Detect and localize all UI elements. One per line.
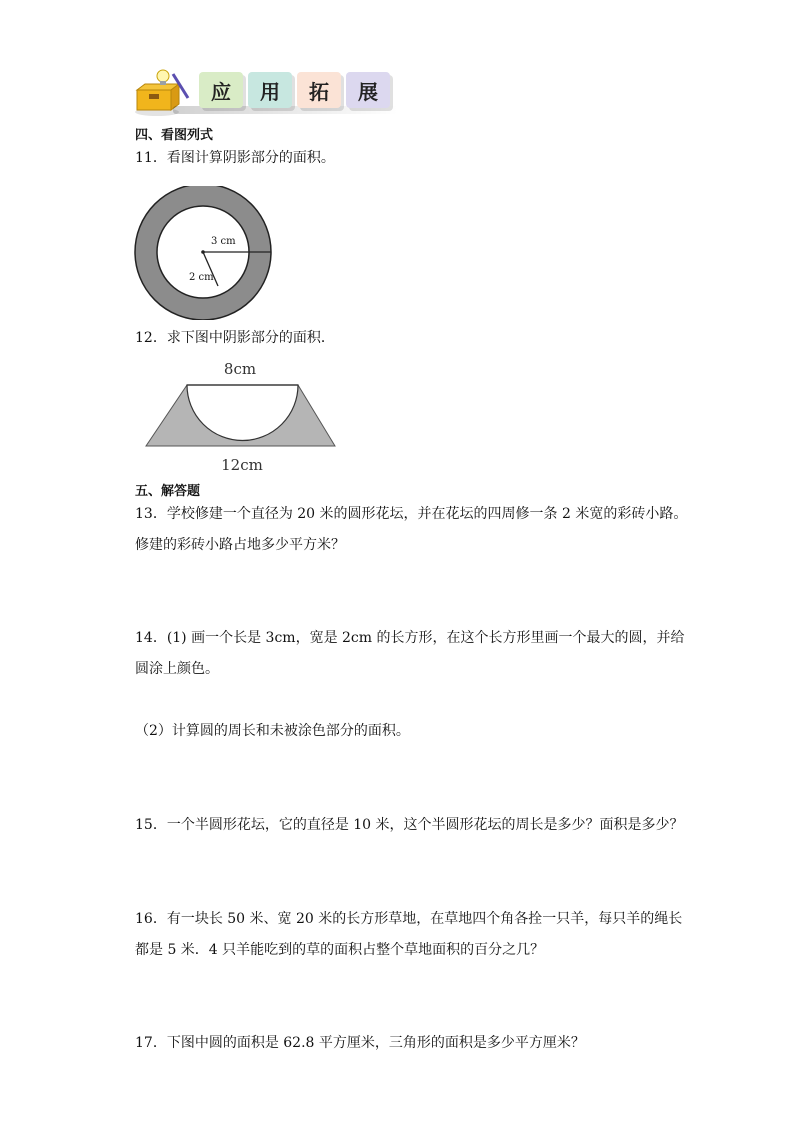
question-14-line-1: 14．(1) 画一个长是 3cm，宽是 2cm 的长方形，在这个长方形里画一个最大的圆，并给 — [135, 630, 685, 646]
banner-tile-4: 展 — [346, 72, 390, 108]
section-heading-5: 五、解答题 — [135, 484, 201, 499]
question-15: 15．一个半圆形花坛，它的直径是 10 米，这个半圆形花坛的周长是多少？面积是多少？ — [135, 817, 684, 833]
question-13-line-2: 修建的彩砖小路占地多少平方米？ — [135, 537, 345, 553]
banner-tile-2: 用 — [248, 72, 292, 108]
question-14-line-3: （2）计算圆的周长和未被涂色部分的面积。 — [135, 723, 410, 739]
ring-figure — [133, 186, 273, 320]
ring-inner-label: 2 cm — [189, 272, 214, 283]
section-banner — [133, 66, 403, 122]
trapezoid-top-label: 8cm — [223, 360, 257, 378]
banner-tile-1: 应 — [199, 72, 243, 108]
question-12: 12．求下图中阴影部分的面积． — [135, 330, 335, 346]
question-14-line-2: 圆涂上颜色。 — [135, 661, 219, 677]
trapezoid-bottom-label: 12cm — [221, 456, 263, 474]
question-16-line-1: 16．有一块长 50 米、宽 20 米的长方形草地，在草地四个角各拴一只羊，每只羊的绳长 — [135, 911, 683, 927]
section-heading-4: 四、看图列式 — [135, 128, 214, 143]
question-13-line-1: 13．学校修建一个直径为 20 米的圆形花坛，并在花坛的四周修一条 2 米宽的彩砖小路。 — [135, 506, 688, 522]
ring-outer-label: 3 cm — [211, 236, 236, 247]
question-16-line-2: 都是 5 米．4 只羊能吃到的草的面积占整个草地面积的百分之几？ — [135, 942, 545, 958]
banner-tile-3: 拓 — [297, 72, 341, 108]
question-17: 17．下图中圆的面积是 62.8 平方厘米，三角形的面积是多少平方厘米？ — [135, 1035, 585, 1051]
trapezoid-figure — [140, 352, 350, 477]
question-11: 11．看图计算阴影部分的面积。 — [135, 150, 335, 166]
